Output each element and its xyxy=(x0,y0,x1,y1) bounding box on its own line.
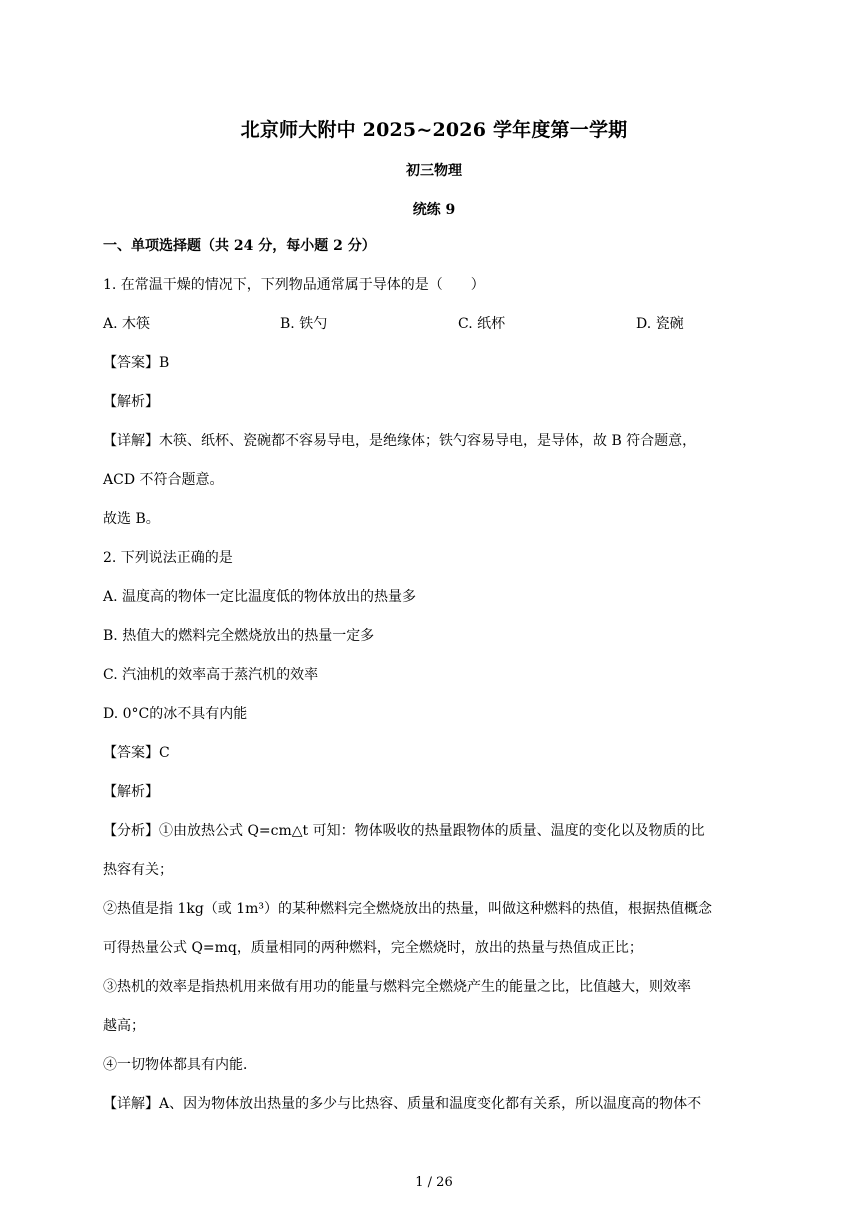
q2-option-b: B. 热值大的燃料完全燃烧放出的热量一定多 xyxy=(103,628,375,644)
question-2-stem: 2. 下列说法正确的是 xyxy=(103,550,233,566)
section-heading: 一、单项选择题（共 24 分，每小题 2 分） xyxy=(103,238,376,254)
q1-detail-line-2: ACD 不符合题意。 xyxy=(103,472,224,488)
q2-answer: 【答案】C xyxy=(103,745,170,761)
q2-point-2-line-2: 可得热量公式 Q=mq，质量相同的两种燃料，完全燃烧时，放出的热量与热值成正比； xyxy=(103,940,643,956)
document-title: 北京师大附中 2025~2026 学年度第一学期 xyxy=(240,119,628,141)
q1-option-a: A. 木筷 xyxy=(103,316,151,332)
q2-detail-line-1: 【详解】A、因为物体放出热量的多少与比热容、质量和温度变化都有关系，所以温度高的物体不 xyxy=(103,1096,702,1112)
q2-option-d: D. 0°C的冰不具有内能 xyxy=(103,706,248,722)
q1-conclusion: 故选 B。 xyxy=(103,511,160,527)
q2-option-a: A. 温度高的物体一定比温度低的物体放出的热量多 xyxy=(103,589,417,605)
q2-analysis-label: 【解析】 xyxy=(103,784,159,800)
question-1-stem: 1. 在常温干燥的情况下，下列物品通常属于导体的是（ ） xyxy=(103,277,485,293)
q1-analysis-label: 【解析】 xyxy=(103,394,159,410)
q2-fenxi-line-1: 【分析】①由放热公式 Q=cm△t 可知：物体吸收的热量跟物体的质量、温度的变化以及物质的比 xyxy=(103,823,705,839)
page-number: 1 / 26 xyxy=(415,1175,453,1190)
q2-fenxi-line-2: 热容有关； xyxy=(103,862,173,878)
q2-point-4: ④一切物体都具有内能． xyxy=(103,1057,257,1073)
q1-answer: 【答案】B xyxy=(103,355,170,371)
q1-detail-line-1: 【详解】木筷、纸杯、瓷碗都不容易导电，是绝缘体；铁勺容易导电，是导体，故 B 符合题意， xyxy=(103,433,697,449)
exercise-title: 统练 9 xyxy=(412,202,456,218)
q2-option-c: C. 汽油机的效率高于蒸汽机的效率 xyxy=(103,667,319,683)
q1-option-c: C. 纸杯 xyxy=(458,316,506,332)
subject-title: 初三物理 xyxy=(406,163,462,179)
q2-point-3-line-2: 越高； xyxy=(103,1018,145,1034)
q2-point-2-line-1: ②热值是指 1kg（或 1m³）的某种燃料完全燃烧放出的热量，叫做这种燃料的热值，根据热值概念 xyxy=(103,901,713,917)
q2-point-3-line-1: ③热机的效率是指热机用来做有用功的能量与燃料完全燃烧产生的能量之比，比值越大，则效率 xyxy=(103,979,691,995)
q1-option-b: B. 铁勺 xyxy=(280,316,328,332)
q1-option-d: D. 瓷碗 xyxy=(636,316,684,332)
